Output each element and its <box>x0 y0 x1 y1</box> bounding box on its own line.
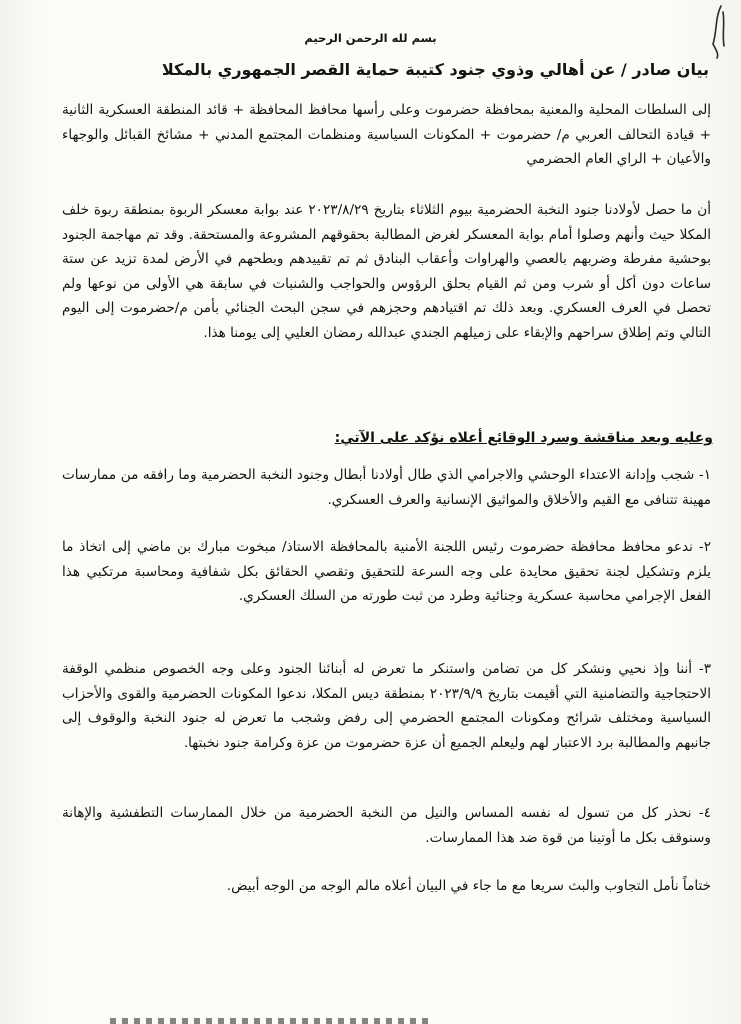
point-1 <box>62 463 711 512</box>
closing-paragraph <box>62 874 711 899</box>
cropped-footer-text <box>110 1018 430 1024</box>
point-text: ٤- نحذر كل من تسول له نفسه المساس والنيل من النخبة الحضرمية من خلال الممارسات التطفشية والإهانة وسنوقف بكل ما أوتينا من قوة ضد هذا الممارسات. <box>62 805 711 846</box>
closing-text: ختاماً نأمل التجاوب والبث سريعا مع ما جاء في البيان أعلاه مالم الوجه من الوجه أبيض. <box>226 878 711 894</box>
statement-title: بيان صادر / عن أهالي وذوي جنود كتيبة حماية القصر الجمهوري بالمكلا <box>161 60 709 79</box>
basmala: بسم لله الرحمن الرحيم <box>304 31 437 45</box>
resolution-heading: وعليه وبعد مناقشة وسرد الوقائع أعلاه نؤكد على الآتي: <box>334 430 713 446</box>
point-text: ٢- ندعو محافظ محافظة حضرموت رئيس اللجنة الأمنية بالمحافظة الاستاذ/ مبخوت مبارك بن ماضي إلى اتخاذ ما يلزم وتشكيل لجنة تحقيق محايدة على وجه السرعة للتحقيق وتقصي الحقائق بكل شفافية ومحاسبة مرتكبي هذا الفعل الإجرامي محاسبة عسكرية وجنائية وطرد من ثبت طورته من السلك العسكري. <box>62 539 711 605</box>
addressees-text: إلى السلطات المحلية والمعنية بمحافظة حضرموت وعلى رأسها محافظ المحافظة + قائد المنطقة العسكرية الثانية + قيادة التحالف العربي م/ حضرموت + المكونات السياسية ومنظمات المجتمع المدني + مشائخ القبائل والوجهاء والأعيان + الراي العام الحضرمي <box>62 102 711 168</box>
point-3 <box>62 657 711 755</box>
point-4 <box>62 801 711 850</box>
addressees-paragraph <box>62 98 711 172</box>
incident-paragraph <box>62 198 711 346</box>
point-text: ١- شجب وإدانة الاعتداء الوحشي والاجرامي الذي طال أولادنا أبطال وجنود النخبة الحضرمية وما رافقه من ممارسات مهينة تتنافى مع القيم والأخلاق والمواثيق الإنسانية والعرف العسكري. <box>62 467 711 508</box>
point-text: ٣- أننا وإذ نحيي ونشكر كل من تضامن واستنكر ما تعرض له أبنائنا الجنود وعلى وجه الخصوص منظمي الوقفة الاحتجاجية والتضامنية التي أقيمت بتاريخ ٢٠٢٣/٩/٩ بمنطقة ديس المكلا، ندعوا المكونات الحضرمية والقوى والأحزاب السياسية ومختلف شرائح ومكونات المجتمع الحضرمي إلى رفض وشجب ما تعرض له جنود النخبة والوقوف إلى جانبهم والمطالبة برد الاعتبار لهم وليعلم الجميع أن عزة حضرموت من عزة وكرامة جنود نخبتها. <box>62 661 712 751</box>
point-2 <box>62 535 711 609</box>
incident-text: أن ما حصل لأولادنا جنود النخبة الحضرمية بيوم الثلاثاء بتاريخ ٢٠٢٣/٨/٢٩ عند بوابة معسكر الربوة بمنطقة ربوة خلف المكلا حيث وأنهم وصلوا أمام بوابة المعسكر لغرض المطالبة بحقوقهم المشروعة والمستحقة. وقد تم مهاجمة الجنود بوحشية مفرطة وضربهم بالعصي والهراوات وأعقاب البنادق ثم تم تقييدهم وبطحهم في الأرض لمدة تزيد عن ستة ساعات دون أكل أو شرب ومن ثم القيام بحلق الرؤوس والحواجب والشنبات في سابقة هي الأولى من نوعها ولم تحصل في العرف العسكري. وبعد ذلك تم اقتيادهم وحجزهم في سجن البحث الجنائي بأمن م/حضرموت إلى اليوم التالي وتم إطلاق سراحهم والإبقاء على زميلهم الجندي عبدالله رمضان العليي إلى يومنا هذا. <box>62 202 711 341</box>
